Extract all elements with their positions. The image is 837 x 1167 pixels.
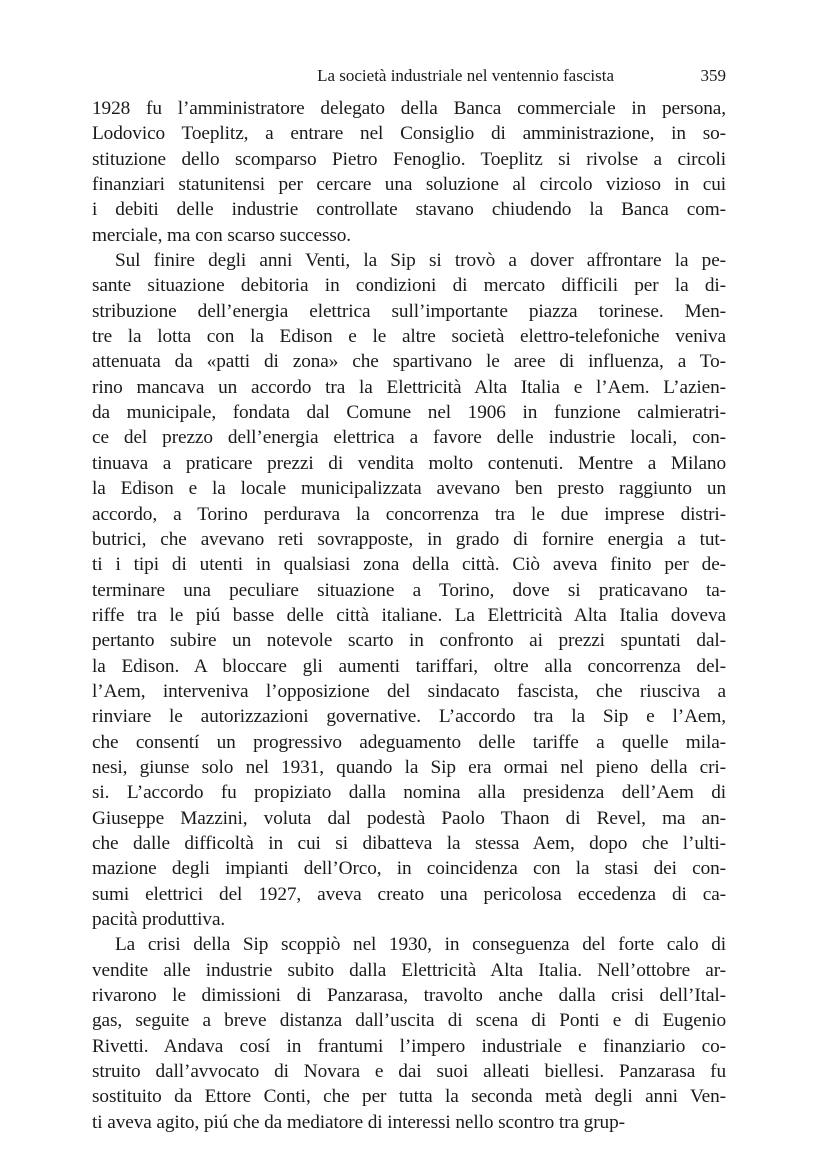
paragraph bbox=[92, 96, 726, 248]
text-line: pacità produttiva. bbox=[92, 909, 226, 930]
text-line: Rivetti. Andava cosí in frantumi l’impero industriale e finanziario co- bbox=[92, 1035, 726, 1057]
text-line: ti aveva agito, piú che da mediatore di interessi nello scontro tra grup- bbox=[92, 1111, 625, 1133]
text-line: gas, seguite a breve distanza dall’uscita di scena di Ponti e di Eugenio bbox=[92, 1010, 726, 1032]
text-line: riffe tra le piú basse delle città italiane. La Elettricità Alta Italia doveva bbox=[92, 604, 726, 626]
text-line: l’Aem, interveniva l’opposizione del sindacato fascista, che riusciva a bbox=[92, 680, 726, 702]
text-line: ti i tipi di utenti in qualsiasi zona della città. Ciò aveva finito per de- bbox=[92, 554, 726, 576]
paragraph bbox=[92, 248, 726, 932]
text-line: tre la lotta con la Edison e le altre società elettro-telefoniche veniva bbox=[92, 326, 726, 348]
text-line: la Edison e la locale municipalizzata avevano ben presto raggiunto un bbox=[92, 478, 726, 500]
text-line: Sul finire degli anni Venti, la Sip si trovò a dover affrontare la pe- bbox=[115, 250, 726, 272]
text-line: stribuzione dell’energia elettrica sull’importante piazza torinese. Men- bbox=[92, 300, 726, 322]
text-line: attenuata da «patti di zona» che spartivano le aree di influenza, a To- bbox=[92, 351, 726, 373]
text-line: pertanto subire un notevole scarto in confronto ai prezzi spuntati dal- bbox=[92, 630, 726, 652]
text-line: ce del prezzo dell’energia elettrica a favore delle industrie locali, con- bbox=[92, 427, 726, 449]
text-line: Lodovico Toeplitz, a entrare nel Consiglio di amministrazione, in so- bbox=[92, 123, 726, 145]
text-line: finanziari statunitensi per cercare una soluzione al circolo vizioso in cui bbox=[92, 174, 726, 196]
running-title: La società industriale nel ventennio fascista bbox=[317, 66, 614, 85]
text-line: struito dall’avvocato di Novara e dai suoi alleati biellesi. Panzarasa fu bbox=[92, 1061, 726, 1083]
text-line: sostituito da Ettore Conti, che per tutta la seconda metà degli anni Ven- bbox=[92, 1086, 726, 1108]
text-line: che consentí un progressivo adeguamento delle tariffe a quelle mila- bbox=[92, 731, 726, 753]
text-line: che dalle difficoltà in cui si dibatteva la stessa Aem, dopo che l’ulti- bbox=[92, 832, 726, 854]
text-line: tinuava a praticare prezzi di vendita molto contenuti. Mentre a Milano bbox=[92, 452, 726, 474]
text-line: rivarono le dimissioni di Panzarasa, travolto anche dalla crisi dell’Ital- bbox=[92, 985, 726, 1007]
running-head bbox=[92, 64, 726, 88]
text-line: rinviare le autorizzazioni governative. L’accordo tra la Sip e l’Aem, bbox=[92, 706, 726, 728]
text-line: butrici, che avevano reti sovrapposte, in grado di fornire energia a tut- bbox=[92, 528, 726, 550]
body-text bbox=[92, 96, 726, 1135]
text-line: sante situazione debitoria in condizioni di mercato difficili per la di- bbox=[92, 275, 726, 297]
text-line: Giuseppe Mazzini, voluta dal podestà Paolo Thaon di Revel, ma an- bbox=[92, 807, 726, 829]
text-line: accordo, a Torino perdurava la concorrenza tra le due imprese distri- bbox=[92, 503, 726, 525]
page-number: 359 bbox=[700, 66, 726, 85]
text-line: la Edison. A bloccare gli aumenti tariffari, oltre alla concorrenza del- bbox=[92, 655, 726, 677]
text-line: vendite alle industrie subito dalla Elettricità Alta Italia. Nell’ottobre ar- bbox=[92, 959, 726, 981]
text-line: terminare una peculiare situazione a Torino, dove si praticavano ta- bbox=[92, 579, 726, 601]
text-line: rino mancava un accordo tra la Elettricità Alta Italia e l’Aem. L’azien- bbox=[92, 376, 726, 398]
text-line: merciale, ma con scarso successo. bbox=[92, 224, 352, 246]
text-line: La crisi della Sip scoppiò nel 1930, in conseguenza del forte calo di bbox=[115, 934, 726, 956]
text-line: sumi elettrici del 1927, aveva creato una pericolosa eccedenza di ca- bbox=[92, 883, 726, 905]
text-line: mazione degli impianti dell’Orco, in coincidenza con la stasi dei con- bbox=[92, 858, 726, 880]
text-line: si. L’accordo fu propiziato dalla nomina alla presidenza dell’Aem di bbox=[92, 782, 726, 804]
text-line: nesi, giunse solo nel 1931, quando la Sip era ormai nel pieno della cri- bbox=[92, 756, 726, 778]
text-line: 1928 fu l’amministratore delegato della Banca commerciale in persona, bbox=[92, 98, 726, 119]
text-line: da municipale, fondata dal Comune nel 1906 in funzione calmieratri- bbox=[92, 402, 726, 424]
text-line: i debiti delle industrie controllate stavano chiudendo la Banca com- bbox=[92, 199, 726, 221]
text-line: stituzione dello scomparso Pietro Fenoglio. Toeplitz si rivolse a circoli bbox=[92, 148, 726, 170]
paragraph bbox=[92, 932, 726, 1135]
